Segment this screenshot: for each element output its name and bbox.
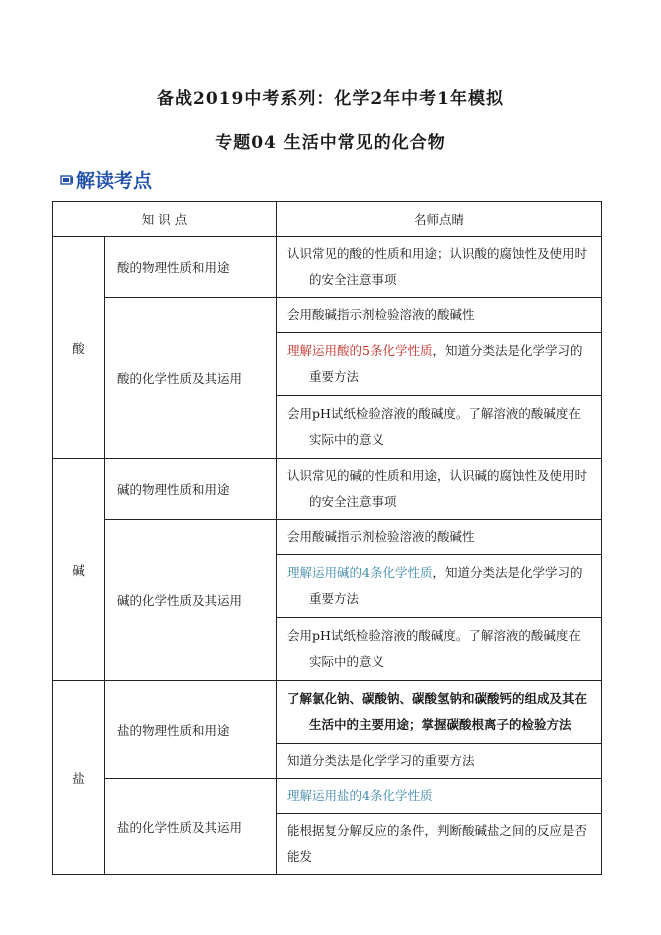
bookmark-icon	[60, 174, 74, 186]
tip-text: 认识常见的碱的性质和用途，认识碱的腐蚀性及使用时的安全注意事项	[287, 468, 588, 509]
tip-cell	[277, 681, 602, 744]
tip-cell	[277, 555, 602, 618]
table-header-row	[53, 202, 602, 237]
tip-text-rest: ，知道分类法是化学学习的重要方法	[309, 565, 583, 606]
topic-cell: 盐的物理性质和用途	[105, 681, 277, 779]
category-salt: 盐	[53, 681, 105, 875]
col-knowledge-header: 知 识 点	[53, 202, 277, 237]
tip-text: 认识常见的酸的性质和用途；认识酸的腐蚀性及使用时的安全注意事项	[287, 246, 588, 287]
tip-cell	[277, 459, 602, 520]
document-subtitle: 专题04 生活中常见的化合物	[215, 133, 446, 153]
category-acid: 酸	[53, 237, 105, 459]
document-title: 备战2019中考系列：化学2年中考1年模拟	[157, 89, 504, 109]
table-row	[53, 459, 602, 520]
category-base: 碱	[53, 459, 105, 681]
tip-cell	[277, 618, 602, 681]
table-row	[53, 237, 602, 298]
table-row	[53, 681, 602, 744]
highlight-text: 理解运用酸的5条化学性质	[287, 343, 433, 358]
tip-text: 会用pH试纸检验溶液的酸碱度。了解溶液的酸碱度在实际中的意义	[287, 406, 581, 447]
tip-cell: 理解运用盐的4条化学性质	[277, 779, 602, 814]
tip-cell	[277, 333, 602, 396]
tip-cell: 知道分类法是化学学习的重要方法	[277, 744, 602, 779]
tip-text: 会用pH试纸检验溶液的酸碱度。了解溶液的酸碱度在实际中的意义	[287, 628, 581, 669]
tip-cell	[277, 396, 602, 459]
section-heading	[60, 166, 152, 193]
topic-cell: 碱的化学性质及其运用	[105, 520, 277, 681]
knowledge-table	[52, 201, 602, 875]
topic-cell: 盐的化学性质及其运用	[105, 779, 277, 875]
tip-text	[287, 338, 591, 390]
tip-cell: 会用酸碱指示剂检验溶液的酸碱性	[277, 298, 602, 333]
table-row	[53, 779, 602, 814]
tip-text-rest: ，知道分类法是化学学习的重要方法	[309, 343, 583, 384]
tip-cell: 会用酸碱指示剂检验溶液的酸碱性	[277, 520, 602, 555]
highlight-text: 理解运用碱的4条化学性质	[287, 565, 433, 580]
tip-cell: 能根据复分解反应的条件，判断酸碱盐之间的反应是否能发	[277, 814, 602, 875]
topic-cell: 碱的物理性质和用途	[105, 459, 277, 520]
tip-text: 了解氯化钠、碳酸钠、碳酸氢钠和碳酸钙的组成及其在生活中的主要用途；掌握碳酸根离子的检验方法	[287, 691, 588, 732]
tip-cell	[277, 237, 602, 298]
table-row	[53, 298, 602, 333]
tip-text	[287, 560, 591, 612]
topic-cell: 酸的化学性质及其运用	[105, 298, 277, 459]
table-row	[53, 520, 602, 555]
section-title: 解读考点	[76, 170, 153, 192]
topic-cell: 酸的物理性质和用途	[105, 237, 277, 298]
col-tips-header: 名师点睛	[277, 202, 602, 237]
